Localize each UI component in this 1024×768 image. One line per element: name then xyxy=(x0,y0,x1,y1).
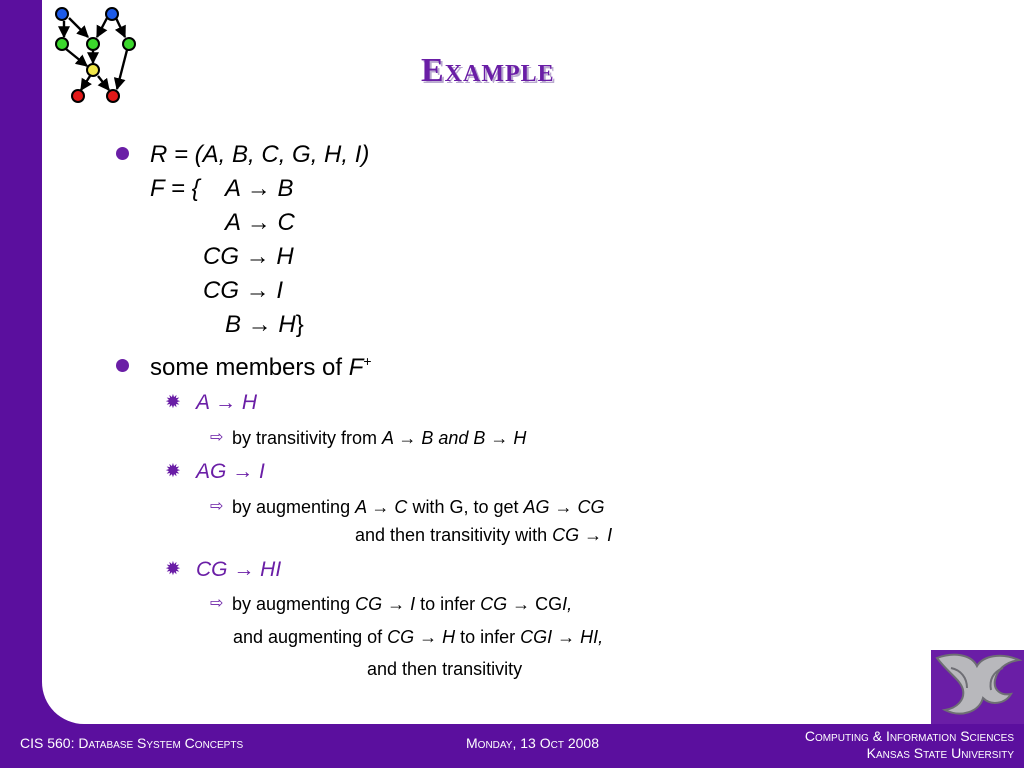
reason-math: CGI → HI, xyxy=(520,627,604,647)
derivation-reason xyxy=(367,659,522,680)
outline-right-arrow-icon: ⇨ xyxy=(210,429,224,446)
dependency-graph-logo-icon xyxy=(50,4,142,106)
footer-date: Monday, 13 Oct 2008 xyxy=(466,735,599,751)
outline-right-arrow-icon: ⇨ xyxy=(210,498,224,515)
footer-dept-line2: Kansas State University xyxy=(866,745,1014,761)
reason-text: to infer xyxy=(415,594,481,614)
wildcat-logo-icon xyxy=(931,650,1024,724)
footer-course: CIS 560: Database System Concepts xyxy=(20,735,244,751)
reason-math: CG → xyxy=(480,594,536,614)
reason-math: I, xyxy=(562,594,573,614)
derivation-reason xyxy=(355,525,612,546)
derived-fd: A → H xyxy=(196,391,258,414)
derivation-reason xyxy=(233,627,603,648)
reason-math: A → C xyxy=(355,497,408,517)
derivation-reason xyxy=(232,428,526,449)
fplus-heading: some members of F+ xyxy=(150,353,372,381)
reason-text: and then transitivity with xyxy=(355,525,553,545)
fd-item: CG → H xyxy=(203,243,294,270)
bullet-2-icon xyxy=(116,359,129,372)
reason-math: CG → I xyxy=(355,594,416,614)
reason-math: CG → I xyxy=(552,525,613,545)
reason-text: and then transitivity xyxy=(367,659,523,679)
reason-text: by transitivity from xyxy=(232,428,383,448)
reason-text: CG xyxy=(535,594,563,614)
bullet-1-icon xyxy=(116,147,129,160)
asterisk-star-icon: ✹ xyxy=(165,461,181,482)
fd-item: CG → I xyxy=(203,277,284,304)
reason-text: with G, to get xyxy=(407,497,524,517)
fd-item: A → B xyxy=(225,175,294,202)
fd-item: A → C xyxy=(225,209,295,236)
reason-math: CG → H xyxy=(387,627,456,647)
reason-text: to infer xyxy=(455,627,521,647)
derivation-reason xyxy=(232,497,605,518)
fd-item-last: B → H} xyxy=(225,311,304,338)
asterisk-star-icon: ✹ xyxy=(165,559,181,580)
outline-right-arrow-icon: ⇨ xyxy=(210,595,224,612)
reason-math: A → B and B → H xyxy=(382,428,527,448)
footer-dept-line1: Computing & Information Sciences xyxy=(804,728,1014,744)
reason-text: by augmenting xyxy=(232,497,356,517)
asterisk-star-icon: ✹ xyxy=(165,392,181,413)
fd-set-close: } xyxy=(295,311,304,338)
relation-schema: R = (A, B, C, G, H, I) xyxy=(150,141,370,168)
reason-text: and augmenting of xyxy=(233,627,388,647)
reason-text: by augmenting xyxy=(232,594,356,614)
derivation-reason xyxy=(232,594,572,615)
derived-fd: CG → HI xyxy=(196,558,282,581)
reason-math: AG → CG xyxy=(523,497,605,517)
slide-title: Example xyxy=(421,52,555,89)
fd-set-open: F = { xyxy=(150,175,200,202)
derived-fd: AG → I xyxy=(196,460,265,483)
